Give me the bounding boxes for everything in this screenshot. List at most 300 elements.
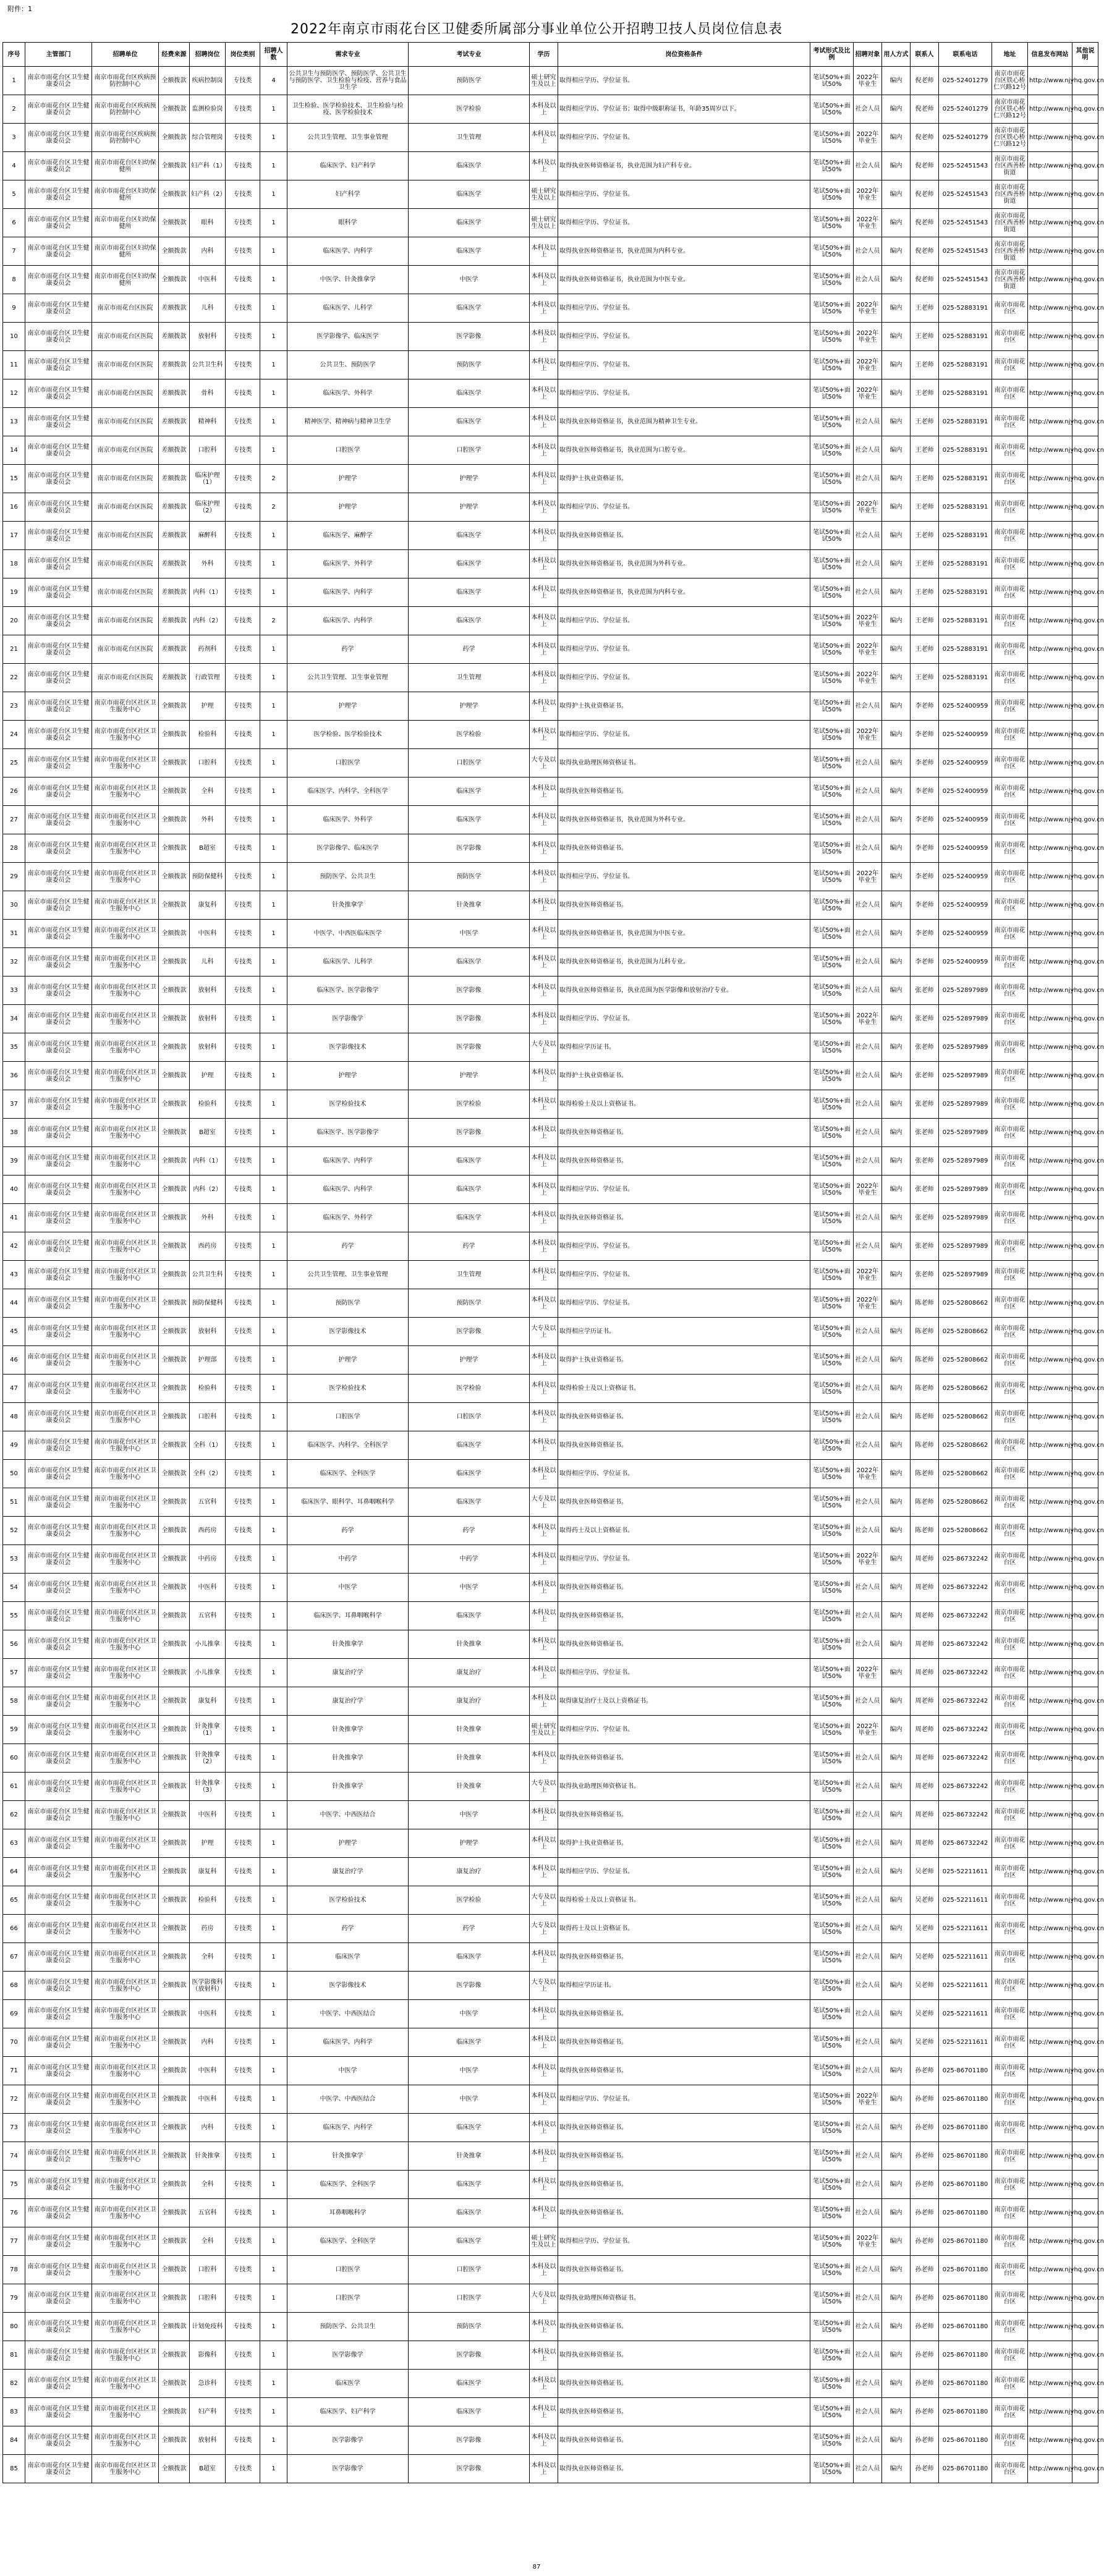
table-cell: 专技类 bbox=[226, 2370, 260, 2398]
table-cell: 2022年毕业生 bbox=[854, 351, 882, 379]
table-cell: 1 bbox=[260, 180, 287, 209]
table-cell: 社会人员 bbox=[854, 266, 882, 294]
table-cell: 社会人员 bbox=[854, 1801, 882, 1829]
table-cell: 笔试50%+面试50% bbox=[810, 1858, 854, 1886]
table-cell: 针灸推拿（1） bbox=[190, 1716, 226, 1744]
table-cell: 南京市雨花台区卫生健康委员会 bbox=[25, 1630, 92, 1659]
table-cell: 本科及以上 bbox=[530, 2370, 558, 2398]
table-cell: 2022年毕业生 bbox=[854, 1289, 882, 1318]
table-cell: 南京市雨花台区卫生健康委员会 bbox=[25, 2199, 92, 2227]
table-cell: 1 bbox=[260, 1716, 287, 1744]
table-cell: 编内 bbox=[882, 408, 911, 436]
table-cell: 编内 bbox=[882, 1886, 911, 1915]
table-cell: 编内 bbox=[882, 2313, 911, 2341]
table-cell: 临床医学、外科学 bbox=[287, 1204, 409, 1232]
table-cell: 南京市雨花台区卫生健康委员会 bbox=[25, 1744, 92, 1773]
table-cell: 放射科 bbox=[190, 1005, 226, 1033]
table-cell: 1 bbox=[260, 2227, 287, 2256]
table-cell: 中医学 bbox=[287, 2057, 409, 2085]
table-cell: 南京市雨花台区 bbox=[992, 436, 1028, 465]
table-cell: 2 bbox=[260, 607, 287, 635]
table-cell: 南京市雨花台区疾病预防控制中心 bbox=[92, 67, 159, 95]
table-cell: 专技类 bbox=[226, 2284, 260, 2313]
table-cell: http://www.njyhq.gov.cn bbox=[1028, 1375, 1072, 1403]
table-cell: 笔试50%+面试50% bbox=[810, 891, 854, 920]
table-cell: http://www.njyhq.gov.cn bbox=[1028, 1858, 1072, 1886]
table-cell: 南京市雨花台区 bbox=[992, 2256, 1028, 2284]
table-cell: 本科及以上 bbox=[530, 2313, 558, 2341]
table-cell: 口腔科 bbox=[190, 2284, 226, 2313]
table-cell: 74 bbox=[3, 2142, 25, 2171]
table-cell: 全额拨款 bbox=[159, 2171, 190, 2199]
table-row bbox=[3, 1375, 1098, 1403]
table-cell: 针灸推拿学 bbox=[287, 1744, 409, 1773]
table-cell: 五官科 bbox=[190, 1602, 226, 1630]
table-cell: 取得相应学历、学位证书。 bbox=[558, 67, 810, 95]
table-cell: 编内 bbox=[882, 1119, 911, 1147]
table-cell: 医学检验、医学检验技术 bbox=[287, 721, 409, 749]
table-cell: 取得执业医师资格证书，执业范围为妇产科专业。 bbox=[558, 152, 810, 180]
table-cell: 孙老师 bbox=[911, 2227, 939, 2256]
table-cell: 南京市雨花台区 bbox=[992, 522, 1028, 550]
table-cell: 预防医学 bbox=[409, 351, 530, 379]
table-cell: 南京市雨花台区 bbox=[992, 1659, 1028, 1687]
table-cell: 2022年毕业生 bbox=[854, 664, 882, 692]
table-cell: 2022年毕业生 bbox=[854, 1659, 882, 1687]
table-cell: 笔试50%+面试50% bbox=[810, 578, 854, 607]
table-cell: 025-86701180 bbox=[939, 2398, 992, 2426]
table-cell: 社会人员 bbox=[854, 2455, 882, 2483]
table-cell: 孙老师 bbox=[911, 2171, 939, 2199]
table-cell: 南京市雨花台区卫生健康委员会 bbox=[25, 1403, 92, 1431]
table-cell: 医学检验 bbox=[409, 95, 530, 124]
table-row bbox=[3, 408, 1098, 436]
table-cell: 笔试50%+面试50% bbox=[810, 2313, 854, 2341]
table-row bbox=[3, 920, 1098, 948]
table-cell: 专技类 bbox=[226, 1346, 260, 1375]
table-cell: 社会人员 bbox=[854, 692, 882, 721]
table-row bbox=[3, 2199, 1098, 2227]
table-cell: 笔试50%+面试50% bbox=[810, 436, 854, 465]
table-cell: 本科及以上 bbox=[530, 152, 558, 180]
table-cell: 025-52808662 bbox=[939, 1517, 992, 1545]
table-cell: 南京市雨花台区社区卫生服务中心 bbox=[92, 2057, 159, 2085]
table-cell: 护理学 bbox=[287, 1062, 409, 1090]
table-cell: 南京市雨花台区卫生健康委员会 bbox=[25, 1773, 92, 1801]
table-cell: 笔试50%+面试50% bbox=[810, 1346, 854, 1375]
table-cell: 1 bbox=[260, 1687, 287, 1716]
table-cell: 1 bbox=[260, 1517, 287, 1545]
table-cell: 李老师 bbox=[911, 806, 939, 834]
table-cell: 笔试50%+面试50% bbox=[810, 2284, 854, 2313]
table-cell: http://www.njyhq.gov.cn bbox=[1028, 465, 1072, 493]
table-cell: 025-86701180 bbox=[939, 2227, 992, 2256]
table-cell: 025-52897989 bbox=[939, 1232, 992, 1261]
table-cell: 护理学 bbox=[287, 465, 409, 493]
table-cell: 笔试50%+面试50% bbox=[810, 2227, 854, 2256]
table-cell: 南京市雨花台区社区卫生服务中心 bbox=[92, 977, 159, 1005]
table-cell: 南京市雨花台区 bbox=[992, 749, 1028, 777]
table-cell: 临床医学、外科学 bbox=[287, 550, 409, 578]
table-cell: 陈老师 bbox=[911, 1289, 939, 1318]
table-cell: 检验科 bbox=[190, 1886, 226, 1915]
table-cell: 南京市雨花台区卫生健康委员会 bbox=[25, 948, 92, 977]
table-row bbox=[3, 209, 1098, 237]
table-cell: 针灸推拿 bbox=[409, 891, 530, 920]
table-cell: 护理学 bbox=[287, 692, 409, 721]
table-cell: 临床医学、内科学 bbox=[287, 2028, 409, 2057]
table-cell: 南京市雨花台区妇幼保健所 bbox=[92, 237, 159, 266]
table-cell: 李老师 bbox=[911, 863, 939, 891]
table-body bbox=[3, 67, 1104, 2483]
table-cell: 025-86701180 bbox=[939, 2114, 992, 2142]
table-cell: 编内 bbox=[882, 237, 911, 266]
table-cell: 南京市雨花台区 bbox=[992, 2142, 1028, 2171]
table-cell: 笔试50%+面试50% bbox=[810, 977, 854, 1005]
table-cell: 笔试50%+面试50% bbox=[810, 834, 854, 863]
table-cell: 南京市雨花台区医院 bbox=[92, 607, 159, 635]
table-cell: 社会人员 bbox=[854, 1687, 882, 1716]
table-cell: 影像科 bbox=[190, 2341, 226, 2370]
table-cell: 专技类 bbox=[226, 1033, 260, 1062]
table-cell: 笔试50%+面试50% bbox=[810, 2114, 854, 2142]
table-cell: 医学影像学 bbox=[287, 2341, 409, 2370]
table-cell: http://www.njyhq.gov.cn bbox=[1028, 67, 1072, 95]
table-cell: 南京市雨花台区社区卫生服务中心 bbox=[92, 2028, 159, 2057]
table-cell: 卫生检验、医学检验技术、卫生检验与检疫、医学检验技术 bbox=[287, 95, 409, 124]
table-cell: 针灸推拿 bbox=[409, 1716, 530, 1744]
table-cell: 社会人员 bbox=[854, 1602, 882, 1630]
table-cell: 全额拨款 bbox=[159, 1517, 190, 1545]
table-cell: http://www.njyhq.gov.cn bbox=[1028, 977, 1072, 1005]
table-cell: 取得相应学历证书。 bbox=[558, 1318, 810, 1346]
table-cell: 孙老师 bbox=[911, 2341, 939, 2370]
table-cell: http://www.njyhq.gov.cn bbox=[1028, 351, 1072, 379]
table-cell: 取得执业医师资格证书。 bbox=[558, 1204, 810, 1232]
table-cell: http://www.njyhq.gov.cn bbox=[1028, 2398, 1072, 2426]
table-cell: 取得执业医师资格证书。 bbox=[558, 2028, 810, 2057]
table-cell: http://www.njyhq.gov.cn bbox=[1028, 1545, 1072, 1574]
table-cell: http://www.njyhq.gov.cn bbox=[1028, 806, 1072, 834]
table-cell: 中医学、针灸推拿学 bbox=[287, 266, 409, 294]
table-cell: 编内 bbox=[882, 124, 911, 152]
table-cell: http://www.njyhq.gov.cn bbox=[1028, 1915, 1072, 1943]
table-cell: 1 bbox=[260, 692, 287, 721]
table-cell: 40 bbox=[3, 1176, 25, 1204]
table-cell: 小儿推拿 bbox=[190, 1659, 226, 1687]
table-cell: 陈老师 bbox=[911, 1318, 939, 1346]
table-cell: 33 bbox=[3, 977, 25, 1005]
table-cell: 检验科 bbox=[190, 721, 226, 749]
table-cell: 南京市雨花台区医院 bbox=[92, 550, 159, 578]
table-cell: 笔试50%+面试50% bbox=[810, 2199, 854, 2227]
table-cell: 临床医学 bbox=[287, 1943, 409, 1972]
table-cell: 025-86701180 bbox=[939, 2199, 992, 2227]
table-cell: 大专及以上 bbox=[530, 749, 558, 777]
table-cell: 取得相应学历、学位证书；取得中级职称证书，年龄35周岁以下。 bbox=[558, 95, 810, 124]
table-cell: 1 bbox=[260, 2313, 287, 2341]
table-cell: 全额拨款 bbox=[159, 2142, 190, 2171]
table-row bbox=[3, 1119, 1098, 1147]
table-cell: 南京市雨花台区社区卫生服务中心 bbox=[92, 1119, 159, 1147]
table-cell: 临床医学 bbox=[409, 152, 530, 180]
table-cell: 南京市雨花台区 bbox=[992, 2398, 1028, 2426]
table-cell: 取得执业医师资格证书，执业范围为外科专业。 bbox=[558, 550, 810, 578]
table-cell: 编内 bbox=[882, 891, 911, 920]
table-cell: 南京市雨花台区社区卫生服务中心 bbox=[92, 2000, 159, 2028]
table-row bbox=[3, 2284, 1098, 2313]
table-cell: 预防医学、公共卫生 bbox=[287, 2313, 409, 2341]
table-cell: 本科及以上 bbox=[530, 806, 558, 834]
table-cell: 南京市雨花台区 bbox=[992, 1289, 1028, 1318]
table-cell: http://www.njyhq.gov.cn bbox=[1028, 1517, 1072, 1545]
table-cell: 取得检验士及以上资格证书。 bbox=[558, 1090, 810, 1119]
table-cell: 医学影像 bbox=[409, 2455, 530, 2483]
table-cell: http://www.njyhq.gov.cn bbox=[1028, 408, 1072, 436]
table-cell: 全额拨款 bbox=[159, 721, 190, 749]
table-row bbox=[3, 436, 1098, 465]
table-cell: 南京市雨花台区卫生健康委员会 bbox=[25, 1204, 92, 1232]
table-cell: 025-52883191 bbox=[939, 351, 992, 379]
table-cell: 43 bbox=[3, 1261, 25, 1289]
table-row bbox=[3, 1602, 1098, 1630]
table-cell: 南京市雨花台区卫生健康委员会 bbox=[25, 977, 92, 1005]
table-cell: 社会人员 bbox=[854, 948, 882, 977]
table-cell: 社会人员 bbox=[854, 1943, 882, 1972]
column-header: 其他说明 bbox=[1072, 43, 1098, 67]
table-cell: 预防医学 bbox=[409, 863, 530, 891]
table-cell: 南京市雨花台区社区卫生服务中心 bbox=[92, 1090, 159, 1119]
table-cell: 临床医学 bbox=[409, 522, 530, 550]
table-row bbox=[3, 2256, 1098, 2284]
table-cell: 025-86732242 bbox=[939, 1545, 992, 1574]
table-cell: 临床医学 bbox=[409, 209, 530, 237]
table-cell: 预防医学 bbox=[287, 1289, 409, 1318]
table-cell: 临床医学 bbox=[409, 2370, 530, 2398]
table-cell: 34 bbox=[3, 1005, 25, 1033]
table-cell: 025-52808662 bbox=[939, 1488, 992, 1517]
table-cell: 取得药士及以上资格证书。 bbox=[558, 1517, 810, 1545]
table-cell: 中医科 bbox=[190, 1801, 226, 1829]
table-cell: 南京市雨花台区卫生健康委员会 bbox=[25, 1858, 92, 1886]
table-cell: 取得检验士及以上资格证书。 bbox=[558, 1375, 810, 1403]
table-cell: 笔试50%+面试50% bbox=[810, 1033, 854, 1062]
table-cell: 南京市雨花台区医院 bbox=[92, 436, 159, 465]
table-cell: 专技类 bbox=[226, 2256, 260, 2284]
table-cell: 社会人员 bbox=[854, 1346, 882, 1375]
table-cell: 临床医学 bbox=[409, 2171, 530, 2199]
table-cell: 笔试50%+面试50% bbox=[810, 2142, 854, 2171]
table-cell: 全额拨款 bbox=[159, 237, 190, 266]
table-cell: 周老师 bbox=[911, 1602, 939, 1630]
table-cell: 专技类 bbox=[226, 124, 260, 152]
table-row bbox=[3, 578, 1098, 607]
table-cell: 医学影像 bbox=[409, 1119, 530, 1147]
table-cell: 2022年毕业生 bbox=[854, 379, 882, 408]
table-cell: 南京市雨花台区 bbox=[992, 977, 1028, 1005]
table-cell: 025-52883191 bbox=[939, 635, 992, 664]
table-cell: 取得相应学历、学位证书。 bbox=[558, 1659, 810, 1687]
table-cell: http://www.njyhq.gov.cn bbox=[1028, 493, 1072, 522]
table-cell: 编内 bbox=[882, 2341, 911, 2370]
table-cell: 南京市雨花台区 bbox=[992, 806, 1028, 834]
table-cell: 医学检验 bbox=[409, 1886, 530, 1915]
table-cell: 社会人员 bbox=[854, 1858, 882, 1886]
table-cell: 69 bbox=[3, 2000, 25, 2028]
table-cell: 全额拨款 bbox=[159, 1886, 190, 1915]
table-cell: 李老师 bbox=[911, 749, 939, 777]
table-cell: 笔试50%+面试50% bbox=[810, 1801, 854, 1829]
table-cell: http://www.njyhq.gov.cn bbox=[1028, 863, 1072, 891]
table-cell: 周老师 bbox=[911, 1687, 939, 1716]
table-row bbox=[3, 948, 1098, 977]
table-cell: 中医学 bbox=[409, 1801, 530, 1829]
column-header: 用人方式 bbox=[882, 43, 911, 67]
table-cell: 取得执业医师资格证书，执业范围为中医专业。 bbox=[558, 920, 810, 948]
table-row bbox=[3, 351, 1098, 379]
table-cell: 大专及以上 bbox=[530, 1773, 558, 1801]
table-cell: 25 bbox=[3, 749, 25, 777]
table-row bbox=[3, 1232, 1098, 1261]
table-cell: 笔试50%+面试50% bbox=[810, 1460, 854, 1488]
table-cell: 025-52808662 bbox=[939, 1460, 992, 1488]
table-cell: 南京市雨花台区社区卫生服务中心 bbox=[92, 1488, 159, 1517]
table-cell: 孙老师 bbox=[911, 2057, 939, 2085]
table-row bbox=[3, 1829, 1098, 1858]
table-cell: 专技类 bbox=[226, 1972, 260, 2000]
table-cell: 南京市雨花台区卫生健康委员会 bbox=[25, 237, 92, 266]
table-row bbox=[3, 2085, 1098, 2114]
table-cell: 编内 bbox=[882, 1744, 911, 1773]
table-cell: 笔试50%+面试50% bbox=[810, 692, 854, 721]
table-cell: 社会人员 bbox=[854, 408, 882, 436]
table-cell: 取得执业医师资格证书。 bbox=[558, 777, 810, 806]
table-cell: 南京市雨花台区卫生健康委员会 bbox=[25, 1289, 92, 1318]
table-cell: 2022年毕业生 bbox=[854, 1005, 882, 1033]
table-cell: 本科及以上 bbox=[530, 721, 558, 749]
table-cell: 77 bbox=[3, 2227, 25, 2256]
table-cell: 临床医学 bbox=[409, 1431, 530, 1460]
table-row bbox=[3, 522, 1098, 550]
table-cell: 南京市雨花台区医院 bbox=[92, 465, 159, 493]
table-cell: 取得执业医师资格证书。 bbox=[558, 1403, 810, 1431]
table-cell: 编内 bbox=[882, 635, 911, 664]
table-cell: 全科 bbox=[190, 2171, 226, 2199]
table-cell: 南京市雨花台区卫生健康委员会 bbox=[25, 493, 92, 522]
table-cell: 医学检验 bbox=[409, 1090, 530, 1119]
table-cell: 南京市雨花台区社区卫生服务中心 bbox=[92, 2370, 159, 2398]
table-cell: 差额拨款 bbox=[159, 294, 190, 323]
table-cell: 南京市雨花台区 bbox=[992, 323, 1028, 351]
table-cell: 南京市雨花台区卫生健康委员会 bbox=[25, 1687, 92, 1716]
table-cell: 76 bbox=[3, 2199, 25, 2227]
table-cell: http://www.njyhq.gov.cn bbox=[1028, 152, 1072, 180]
table-cell: http://www.njyhq.gov.cn bbox=[1028, 436, 1072, 465]
table-cell: 陈老师 bbox=[911, 1488, 939, 1517]
table-cell: 临床护理（2） bbox=[190, 493, 226, 522]
table-cell: 专技类 bbox=[226, 237, 260, 266]
table-cell: 康复治疗学 bbox=[287, 1687, 409, 1716]
table-cell: 8 bbox=[3, 266, 25, 294]
table-cell: 025-52211611 bbox=[939, 1858, 992, 1886]
table-cell: http://www.njyhq.gov.cn bbox=[1028, 2227, 1072, 2256]
column-header: 招聘岗位 bbox=[190, 43, 226, 67]
table-cell: 70 bbox=[3, 2028, 25, 2057]
table-row bbox=[3, 2227, 1098, 2256]
table-cell: 专技类 bbox=[226, 2341, 260, 2370]
table-cell: 编内 bbox=[882, 664, 911, 692]
table-cell: http://www.njyhq.gov.cn bbox=[1028, 2455, 1072, 2483]
table-cell: 吴老师 bbox=[911, 2028, 939, 2057]
table-cell: 公共卫生、预防医学 bbox=[287, 351, 409, 379]
table-cell: http://www.njyhq.gov.cn bbox=[1028, 237, 1072, 266]
table-cell: 临床医学、医学影像学 bbox=[287, 977, 409, 1005]
table-cell: 取得执业医师资格证书。 bbox=[558, 2171, 810, 2199]
table-cell: 南京市雨花台区医院 bbox=[92, 323, 159, 351]
table-cell: 南京市雨花台区卫生健康委员会 bbox=[25, 834, 92, 863]
column-header: 招聘人数 bbox=[260, 43, 287, 67]
table-row bbox=[3, 379, 1098, 408]
table-cell: 临床医学、内科学 bbox=[287, 2114, 409, 2142]
table-cell: 笔试50%+面试50% bbox=[810, 550, 854, 578]
table-cell: 83 bbox=[3, 2398, 25, 2426]
table-cell: 陈老师 bbox=[911, 1431, 939, 1460]
table-cell: http://www.njyhq.gov.cn bbox=[1028, 1033, 1072, 1062]
table-cell: 28 bbox=[3, 834, 25, 863]
table-cell: 差额拨款 bbox=[159, 522, 190, 550]
table-cell: 编内 bbox=[882, 1403, 911, 1431]
table-cell: 025-52897989 bbox=[939, 1033, 992, 1062]
column-header: 考试专业 bbox=[409, 43, 530, 67]
table-cell: 南京市雨花台区卫生健康委员会 bbox=[25, 294, 92, 323]
table-cell: http://www.njyhq.gov.cn bbox=[1028, 1062, 1072, 1090]
table-cell: 儿科 bbox=[190, 294, 226, 323]
table-cell: 专技类 bbox=[226, 67, 260, 95]
table-cell: 放射科 bbox=[190, 1033, 226, 1062]
table-cell: 临床医学、医学影像学 bbox=[287, 1119, 409, 1147]
table-cell: 全额拨款 bbox=[159, 977, 190, 1005]
table-cell: 1 bbox=[260, 2114, 287, 2142]
table-cell: 临床医学 bbox=[409, 1943, 530, 1972]
table-cell: 全额拨款 bbox=[159, 1545, 190, 1574]
table-cell: 王老师 bbox=[911, 550, 939, 578]
table-cell: 本科及以上 bbox=[530, 1744, 558, 1773]
table-cell: 王老师 bbox=[911, 664, 939, 692]
table-cell: 放射科 bbox=[190, 977, 226, 1005]
table-cell: 025-52897989 bbox=[939, 1176, 992, 1204]
table-cell: 南京市雨花台区 bbox=[992, 2085, 1028, 2114]
table-cell: 临床医学 bbox=[409, 2227, 530, 2256]
table-cell: 65 bbox=[3, 1886, 25, 1915]
table-row bbox=[3, 2370, 1098, 2398]
table-cell: 编内 bbox=[882, 351, 911, 379]
table-cell: 中医学 bbox=[409, 1574, 530, 1602]
table-row bbox=[3, 635, 1098, 664]
table-cell: 临床医学 bbox=[409, 1488, 530, 1517]
table-cell: 025-52211611 bbox=[939, 1972, 992, 2000]
table-cell: 临床医学 bbox=[409, 1204, 530, 1232]
table-cell: 南京市雨花台区卫生健康委员会 bbox=[25, 95, 92, 124]
table-cell: 笔试50%+面试50% bbox=[810, 1147, 854, 1176]
table-cell: 取得相应学历、学位证书。 bbox=[558, 379, 810, 408]
table-cell: 康复科 bbox=[190, 891, 226, 920]
table-cell: 笔试50%+面试50% bbox=[810, 1915, 854, 1943]
table-cell: 张老师 bbox=[911, 1005, 939, 1033]
table-cell: 王老师 bbox=[911, 493, 939, 522]
table-row bbox=[3, 180, 1098, 209]
table-cell: 编内 bbox=[882, 1318, 911, 1346]
column-header: 岗位类别 bbox=[226, 43, 260, 67]
